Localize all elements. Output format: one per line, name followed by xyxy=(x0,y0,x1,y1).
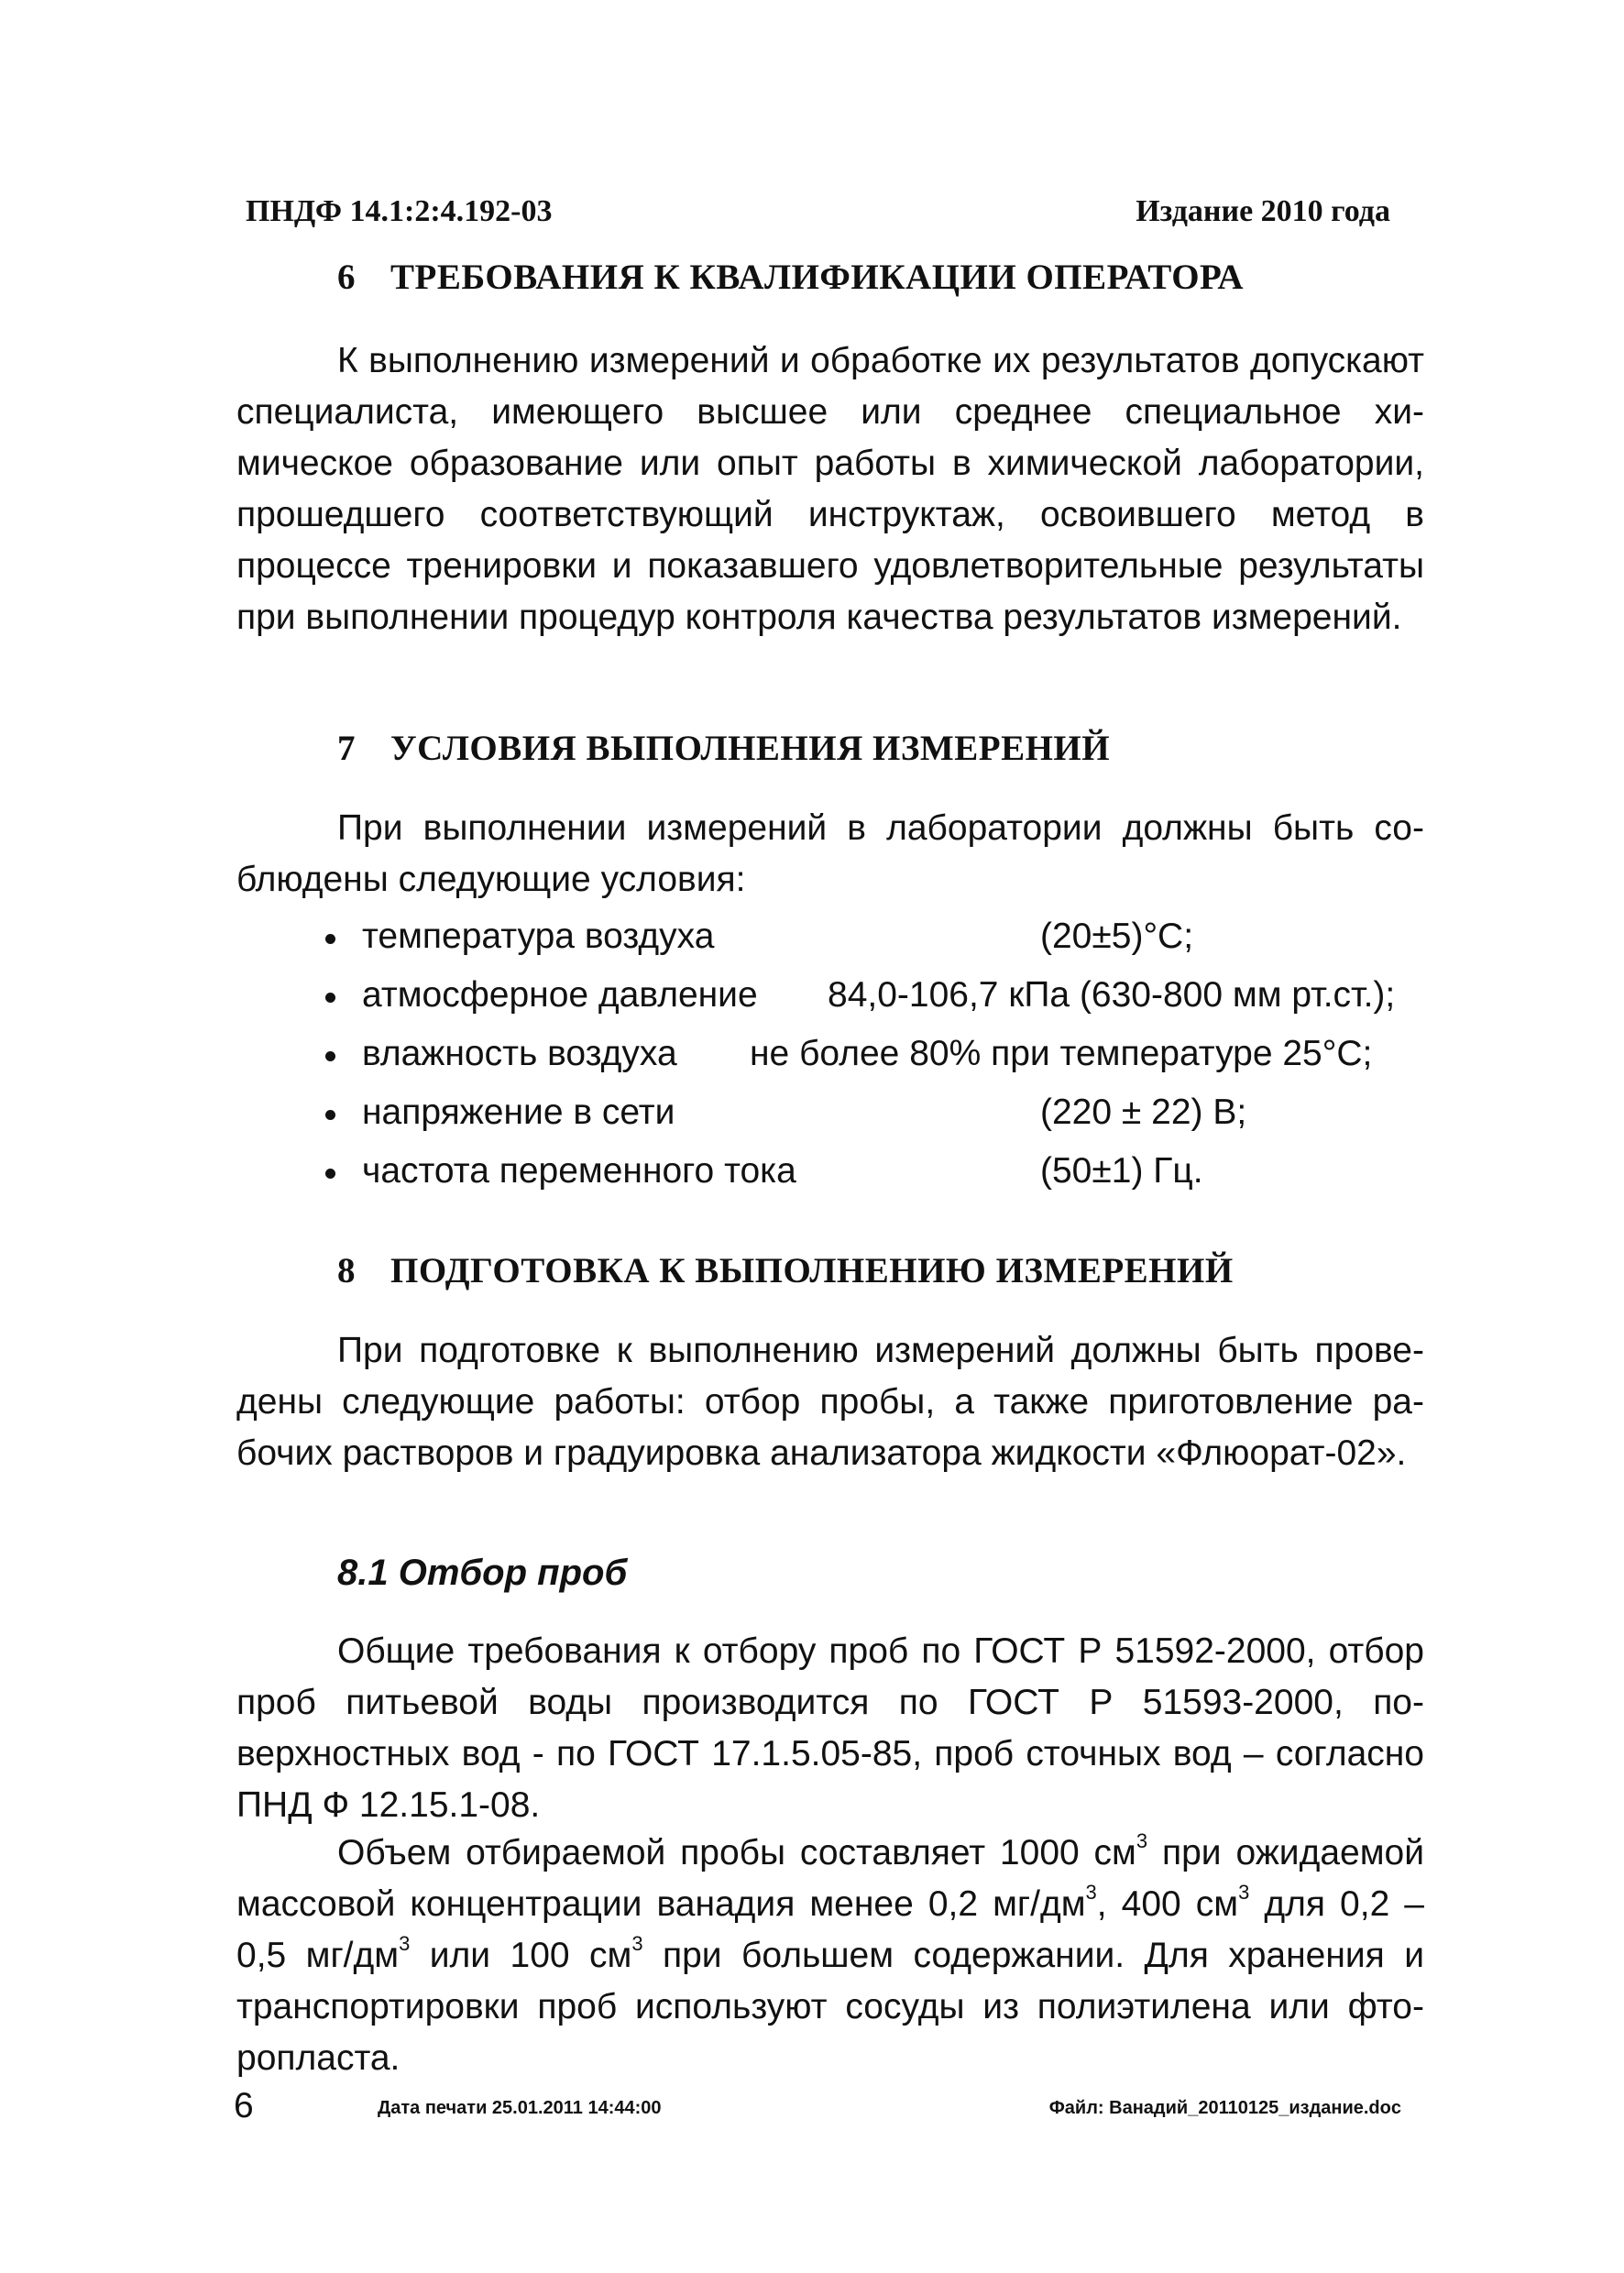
condition-label: влажность воздуха xyxy=(362,1034,677,1073)
file-name: Файл: Ванадий_20110125_издание.doc xyxy=(1048,2098,1401,2118)
bullet-icon xyxy=(325,993,335,1003)
section-7-intro: При выполнении измерений в лаборатории должны быть соблюдены следующие условия: xyxy=(236,808,1424,899)
section-7-heading xyxy=(337,728,1110,769)
condition-item xyxy=(325,1146,1453,1204)
section-8-title: ПОДГОТОВКА К ВЫПОЛНЕНИЮ ИЗМЕРЕНИЙ xyxy=(390,1251,1234,1290)
condition-value: 84,0-106,7 кПа (630-800 мм рт.ст.); xyxy=(828,975,1396,1015)
section-8-text: При подготовке к выполнению измерений должны быть проведены следующие работы: отбор пробы, а также приготовление рабочих растворов и градуировка анализатора жидкости «Флюорат-02». xyxy=(236,1331,1424,1473)
conditions-list xyxy=(325,911,1453,1204)
print-date: Дата печати 25.01.2011 14:44:00 xyxy=(378,2098,662,2118)
condition-value: не более 80% при температуре 25°С; xyxy=(750,1034,1373,1073)
condition-label: температура воздуха xyxy=(362,917,715,956)
condition-label: частота переменного тока xyxy=(362,1151,796,1191)
section-6-title: ТРЕБОВАНИЯ К КВАЛИФИКАЦИИ ОПЕРАТОРА xyxy=(390,258,1245,297)
condition-item xyxy=(325,1087,1453,1146)
sample-volume-text: Объем отбираемой пробы составляет 1000 $см^3$ при ожидаемой массовой концентрации ванадия менее 0,2 $мг/дм^3$, 400 $см^3$ для 0,2 – 0,5 $мг/дм^3$ или 100 $см^3$ при большем содержании. Для хранения и транспортировки проб используют сосуды из полиэтилена или фторопласта. xyxy=(236,1829,1425,2078)
condition-value: (220 ± 22) В; xyxy=(1040,1093,1247,1132)
section-7-title: УСЛОВИЯ ВЫПОЛНЕНИЯ ИЗМЕРЕНИЙ xyxy=(390,729,1111,768)
bullet-icon xyxy=(325,934,335,944)
edition-label: Издание 2010 года xyxy=(1136,194,1390,228)
bullet-icon xyxy=(325,1169,335,1179)
condition-label: напряжение в сети xyxy=(362,1093,675,1132)
section-6-text: К выполнению измерений и обработке их результатов допускают специалиста, имеющего высшее или среднее специальное химическое образование или опыт работы в химической лаборатории, прошедшего соответствующий инструктаж, освоившего метод в процессе тренировки и показавшего удовлетворительные результаты при выполнении процедур контроля качества результатов измерений. xyxy=(236,341,1424,637)
sampling-text: Общие требования к отбору проб по ГОСТ Р 51592-2000, отбор проб питьевой воды производится по ГОСТ Р 51593-2000, поверхностных вод - по ГОСТ 17.1.5.05-85, проб сточных вод – согласно ПНД Ф 12.15.1-08. xyxy=(236,1631,1424,1825)
condition-value: (50±1) Гц. xyxy=(1040,1151,1203,1191)
page-number: 6 xyxy=(234,2086,254,2125)
section-8-heading xyxy=(337,1250,1234,1291)
condition-label: атмосферное давление xyxy=(362,975,758,1015)
section-8-number: 8 xyxy=(337,1251,356,1290)
subsection-title: 8.1 Отбор проб xyxy=(337,1553,628,1593)
section-7-number: 7 xyxy=(337,729,356,768)
section-6-heading xyxy=(337,257,1244,298)
bullet-icon xyxy=(325,1051,335,1061)
bullet-icon xyxy=(325,1110,335,1120)
section-6-number: 6 xyxy=(337,258,356,297)
condition-item xyxy=(325,1028,1453,1087)
condition-item xyxy=(325,911,1453,970)
condition-value: (20±5)°С; xyxy=(1040,917,1194,956)
document-code: ПНДФ 14.1:2:4.192-03 xyxy=(246,194,553,228)
condition-item xyxy=(325,970,1453,1028)
